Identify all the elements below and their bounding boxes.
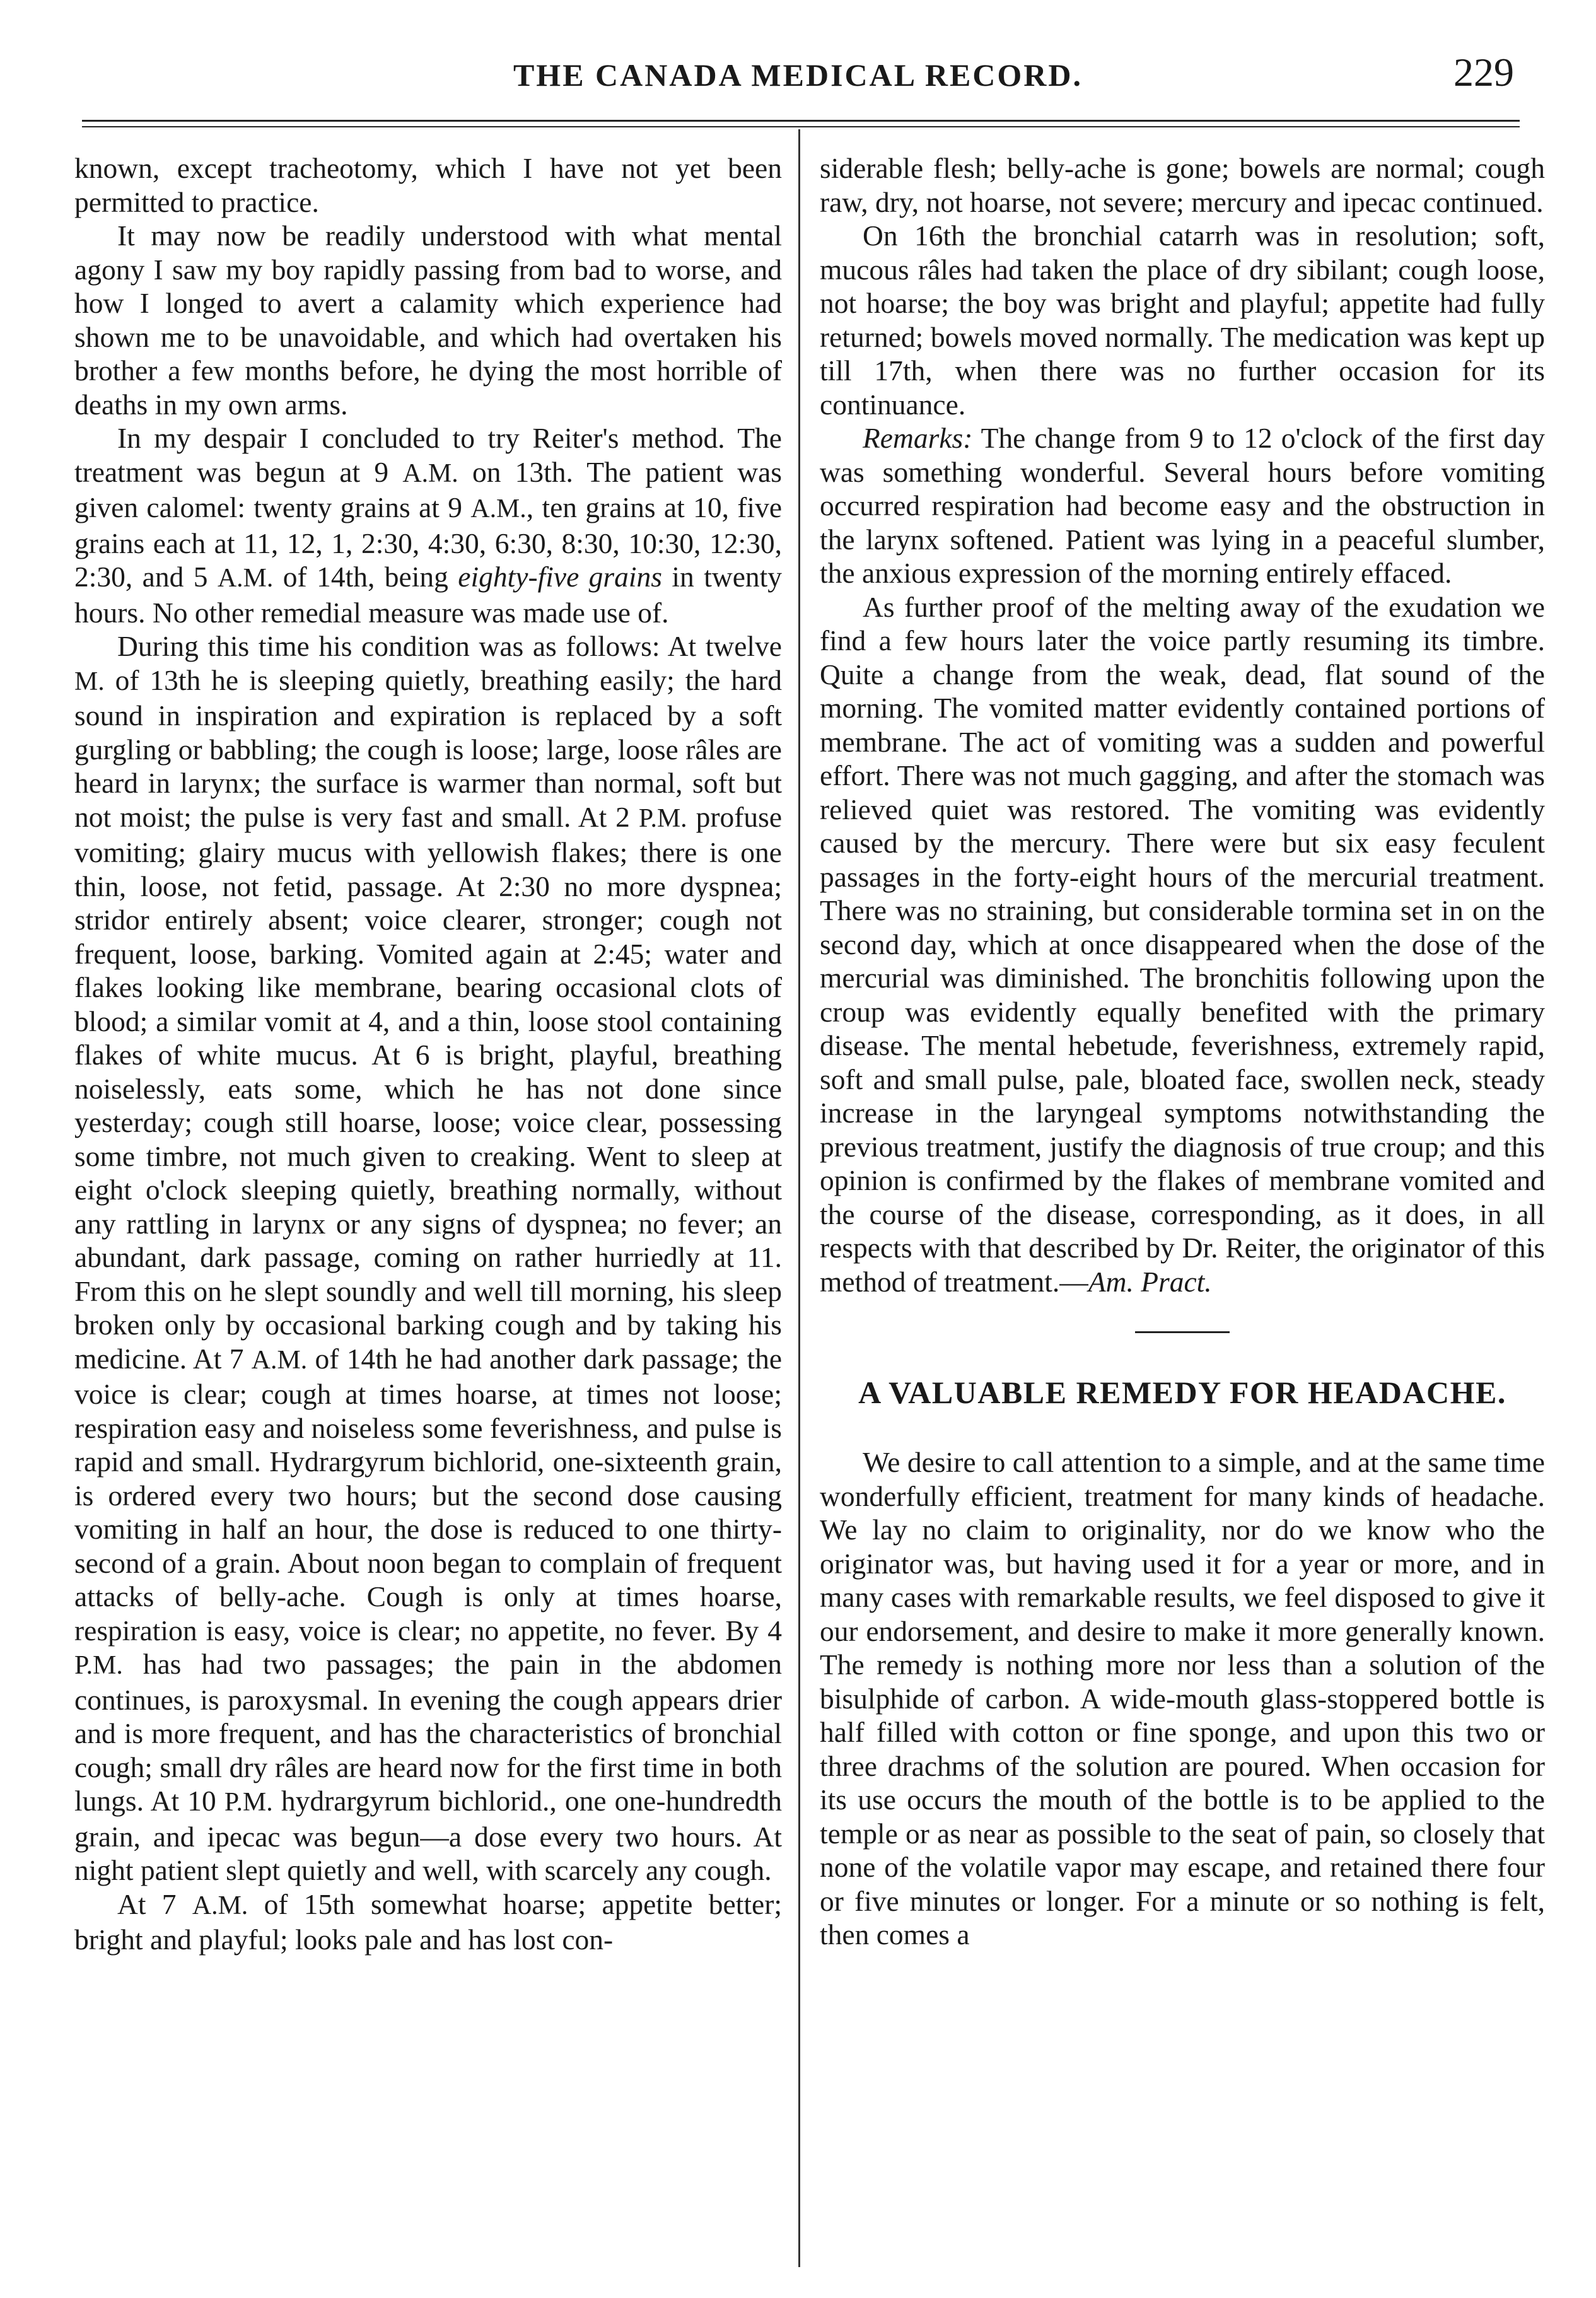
time-abbrev: A.M. [251,1345,308,1375]
text-run: on 13th. The patient was given calomel: twenty grains at 9 [74,455,782,523]
paragraph: On 16th the bronchial catarrh was in resolution; soft, mucous râles had taken the place of dry sibilant; cough loose, not hoarse; the boy was bright and playful; appetite had fully returned; bowels moved normally. The medication was kept up till 17th, when there was no further occasion for its continuance. [820,219,1545,421]
section-heading: A VALUABLE REMEDY FOR HEADACHE. [858,1375,1506,1410]
paragraph [74,629,782,1887]
remarks-label: Remarks: [863,422,973,454]
right-column [820,151,1545,1952]
text-run: , ten grains at 10, five grains each at 11, 12, 1, 2:30, 4:30, 6:30, 8:30, 10:30, 12:30, 2:30, and 5 [74,491,783,593]
journal-title: THE CANADA MEDICAL RECORD. [513,57,1083,93]
text-run: The change from 9 to 12 o'clock of the first day was something wonderful. Several hours before vomiting occurred respiration had become easy and the obstruction in the larynx softened. Patient was lying in a peaceful slumber, the anxious expression of the morning entirely effaced. [820,422,1545,589]
header-rule-bottom [82,126,1520,127]
left-column [74,151,782,1957]
time-abbrev: P.M. [224,1788,273,1817]
time-abbrev: P.M. [638,803,687,833]
time-abbrev: M. [74,667,105,696]
text-run: of 14th he had another dark passage; the voice is clear; cough at times hoarse, at times not loose; respiration easy and noiseless some feverishness, and pulse is rapid and small. Hydrargyrum bichlorid, one-sixteenth grain, is ordered every two hours; but the second dose causing vomiting in half an hour, the dose is reduced to one thirty-second of a grain. About noon began to complain of frequent attacks of belly-ache. Cough is only at times hoarse, respiration is easy, voice is clear; no appetite, no fever. By 4 [74,1342,783,1647]
emphasis: eighty-five grains [458,561,662,593]
source-citation: Am. Pract. [1088,1265,1212,1298]
text-run: At 7 [117,1887,177,1920]
text-run: In my despair I concluded to try Reiter's method. The treatment was begun at 9 [74,422,782,488]
paragraph: siderable flesh; belly-ache is gone; bowels are normal; cough raw, dry, not hoarse, not severe; mercury and ipecac continued. [820,152,1545,218]
paragraph [74,1887,782,1957]
text-run: of 14th, being [283,561,448,593]
text-run: As further proof of the melting away of the exudation we find a few hours later the voice partly resuming its timbre. Quite a change from the weak, dead, flat sound of the morning. The vomited matter evidently contained portions of membrane. The act of vomiting was a sudden and powerful effort. There was not much gagging, and after the stomach was relieved quiet was restored. The vomiting was evidently caused by the mercury. There were but six easy feculent passages in the forty-eight hours of the mercurial treatment. There was no straining, but considerable tormina set in on the second day, which at once disappeared when the dose of the mercurial was diminished. The bronchitis following upon the croup was evidently equally benefited with the primary disease. The mental hebetude, feverishness, extremely rapid, soft and small pulse, pale, bloated face, swollen neck, steady increase in the laryngeal symptoms notwithstanding the previous treatment, justify the diagnosis of true croup; and this opinion is confirmed by the flakes of membrane vomited and the course of the disease, corresponding, as it does, in all respects with that described by Dr. Reiter, the originator of this method of treatment.— [820,590,1545,1298]
paragraph: We desire to call attention to a simple, and at the same time wonderfully efficient, treatment for many kinds of headache. We lay no claim to originality, nor do we know who the originator was, but having used it for a year or more, and in many cases with remarkable results, we feel disposed to give it our endorsement, and desire to make it more generally known. The remedy is nothing more nor less than a solution of the bisulphide of carbon. A wide-mouth glass-stoppered bottle is half filled with cotton or fine sponge, and upon this two or three drachms of the solution are poured. When occasion for its use occurs the mouth of the bottle is to be applied to the temple or as near as possible to the seat of pain, so closely that none of the volatile vapor may escape, and retained there four or five minutes or longer. For a minute or so nothing is felt, then comes a [820,1446,1545,1951]
paragraph: It may now be readily understood with what mental agony I saw my boy rapidly passing from bad to worse, and how I longed to avert a calamity which experience had shown me to be unavoidable, and which had overtaken his brother a few months before, he dying the most horrible of deaths in my own arms. [74,219,782,421]
text-run: During this time his condition was as follows: At twelve [117,630,782,662]
paragraph [74,421,782,629]
page-number: 229 [1453,50,1514,95]
text-run: of 13th he is sleeping quietly, breathing easily; the hard sound in inspiration and expiration is replaced by a soft gurgling or babbling; the cough is loose; large, loose râles are heard in larynx; the surface is warmer than normal, soft but not moist; the pulse is very fast and small. At 2 [74,663,783,833]
time-abbrev: A.M. [217,564,274,593]
text-run: has had two passages; the pain in the abdomen continues, is paroxysmal. In evening the cough appears drier and is more frequent, and has the characteristics of bronchial cough; small dry râles are heard now for the first time in both lungs. At 10 [74,1648,782,1817]
running-head [0,49,1596,106]
section-separator [1135,1331,1230,1333]
text-run: profuse vomiting; glairy mucus with yellowish flakes; there is one thin, loose, not fetid, passage. At 2:30 no more dyspnea; stridor entirely absent; voice clearer, stronger; cough not frequent, loose, barking. Vomited again at 2:45; water and flakes looking like membrane, bearing occasional clots of blood; a similar vomit at 4, and a thin, loose stool containing flakes of white mucus. At 6 is bright, playful, breathing noiselessly, eats some, which he has not done since yesterday; cough still hoarse, loose; voice clear, possessing some timbre, not much given to creaking. Went to sleep at eight o'clock sleeping quietly, breathing normally, without any rattling in larynx or any signs of dyspnea; no fever; an abundant, dark passage, coming on rather hurriedly at 11. From this on he slept soundly and well till morning, his sleep broken only by occasional barking cough and by taking his medicine. At 7 [74,800,783,1375]
text-run: hydrargyrum bichlorid., one one-hundredth grain, and ipecac was begun—a dose every two hours. At night patient slept quietly and well, with scarcely any cough. [74,1785,783,1886]
time-abbrev: A.M. [470,494,527,523]
text-run: of 15th somewhat hoarse; appetite better; bright and playful; looks pale and has lost con- [74,1887,783,1956]
time-abbrev: A.M. [192,1891,248,1920]
time-abbrev: P.M. [74,1651,123,1680]
column-divider [798,129,800,2267]
paragraph [820,590,1545,1299]
time-abbrev: A.M. [402,458,458,488]
paragraph: known, except tracheotomy, which I have not yet been permitted to practice. [74,152,782,218]
header-rule-top [82,120,1520,122]
text-run: in twenty hours. No other remedial measure was made use of. [74,561,783,629]
paragraph [820,421,1545,590]
